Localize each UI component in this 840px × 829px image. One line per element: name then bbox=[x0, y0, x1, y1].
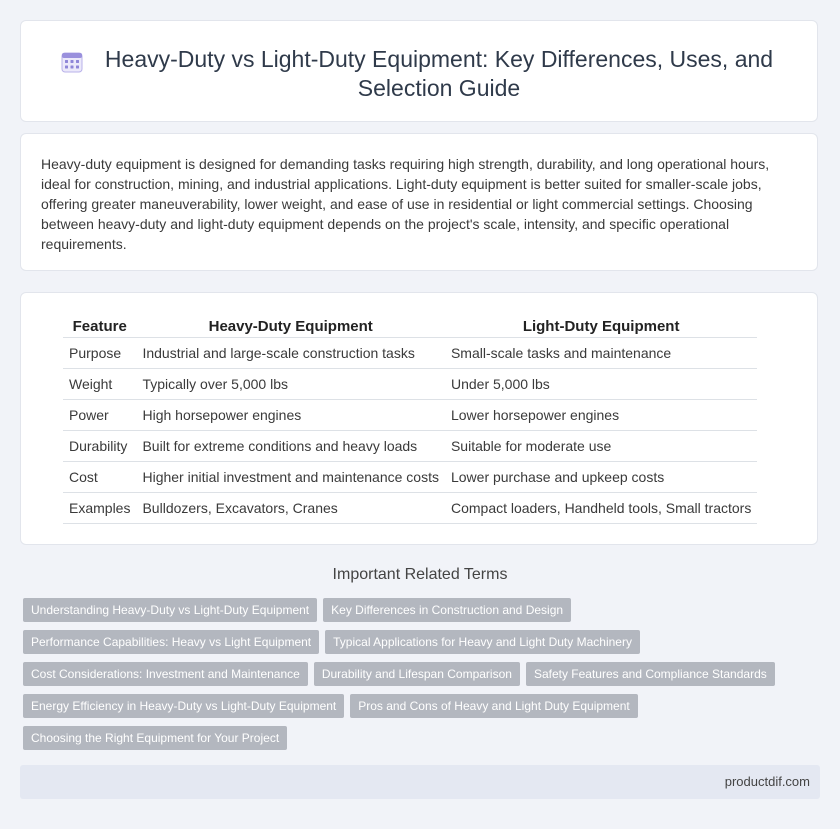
related-terms-list bbox=[23, 598, 813, 758]
feature-cell: Power bbox=[63, 400, 136, 431]
light-duty-cell: Lower horsepower engines bbox=[445, 400, 757, 431]
footer bbox=[20, 765, 820, 799]
related-term-tag[interactable]: Pros and Cons of Heavy and Light Duty Equipment bbox=[350, 694, 638, 718]
table-row bbox=[63, 338, 757, 369]
tag-row bbox=[23, 726, 813, 758]
related-terms-title: Important Related Terms bbox=[332, 566, 508, 583]
tag-row bbox=[23, 630, 813, 662]
heavy-duty-cell: Typically over 5,000 lbs bbox=[136, 369, 445, 400]
light-duty-cell: Under 5,000 lbs bbox=[445, 369, 757, 400]
light-duty-cell: Lower purchase and upkeep costs bbox=[445, 462, 757, 493]
tag-row bbox=[23, 694, 813, 726]
light-duty-cell: Suitable for moderate use bbox=[445, 431, 757, 462]
header-heavy-duty: Heavy-Duty Equipment bbox=[136, 315, 445, 338]
page-title: Heavy-Duty vs Light-Duty Equipment: Key Differences, Uses, and Selection Guide bbox=[104, 46, 774, 101]
intro-paragraph: Heavy-duty equipment is designed for demanding tasks requiring high strength, durability, and long operational hours, ideal for construction, mining, and industrial applications. Light-duty equipment is better suited for smaller-scale jobs, offering greater maneuverability, lower weight, and ease of use in residential or light commercial settings. Choosing between heavy-duty and light-duty equipment depends on the project's scale, intensity, and specific operational requirements. bbox=[41, 156, 770, 252]
related-term-tag[interactable]: Cost Considerations: Investment and Maintenance bbox=[23, 662, 308, 686]
table-row bbox=[63, 493, 757, 524]
tag-row bbox=[23, 598, 813, 630]
feature-cell: Examples bbox=[63, 493, 136, 524]
tag-row bbox=[23, 662, 813, 694]
table-row bbox=[63, 431, 757, 462]
related-term-tag[interactable]: Energy Efficiency in Heavy-Duty vs Light-Duty Equipment bbox=[23, 694, 344, 718]
footer-site-name[interactable]: productdif.com bbox=[724, 774, 810, 789]
intro-card bbox=[20, 133, 818, 271]
related-term-tag[interactable]: Safety Features and Compliance Standards bbox=[526, 662, 775, 686]
heavy-duty-cell: Industrial and large-scale construction tasks bbox=[136, 338, 445, 369]
related-term-tag[interactable]: Understanding Heavy-Duty vs Light-Duty Equipment bbox=[23, 598, 317, 622]
title-card bbox=[20, 20, 818, 122]
table-header-row bbox=[63, 315, 757, 338]
feature-cell: Cost bbox=[63, 462, 136, 493]
table-row bbox=[63, 400, 757, 431]
comparison-table bbox=[63, 315, 757, 524]
light-duty-cell: Compact loaders, Handheld tools, Small tractors bbox=[445, 493, 757, 524]
related-term-tag[interactable]: Choosing the Right Equipment for Your Project bbox=[23, 726, 287, 750]
header-feature: Feature bbox=[63, 315, 136, 338]
heavy-duty-cell: High horsepower engines bbox=[136, 400, 445, 431]
heavy-duty-cell: Built for extreme conditions and heavy loads bbox=[136, 431, 445, 462]
related-term-tag[interactable]: Typical Applications for Heavy and Light Duty Machinery bbox=[325, 630, 640, 654]
comparison-card bbox=[20, 292, 818, 545]
related-term-tag[interactable]: Performance Capabilities: Heavy vs Light Equipment bbox=[23, 630, 319, 654]
table-row bbox=[63, 462, 757, 493]
related-term-tag[interactable]: Durability and Lifespan Comparison bbox=[314, 662, 520, 686]
table-row bbox=[63, 369, 757, 400]
feature-cell: Purpose bbox=[63, 338, 136, 369]
heavy-duty-cell: Bulldozers, Excavators, Cranes bbox=[136, 493, 445, 524]
heavy-duty-cell: Higher initial investment and maintenance costs bbox=[136, 462, 445, 493]
header-light-duty: Light-Duty Equipment bbox=[445, 315, 757, 338]
feature-cell: Durability bbox=[63, 431, 136, 462]
light-duty-cell: Small-scale tasks and maintenance bbox=[445, 338, 757, 369]
feature-cell: Weight bbox=[63, 369, 136, 400]
related-term-tag[interactable]: Key Differences in Construction and Design bbox=[323, 598, 571, 622]
